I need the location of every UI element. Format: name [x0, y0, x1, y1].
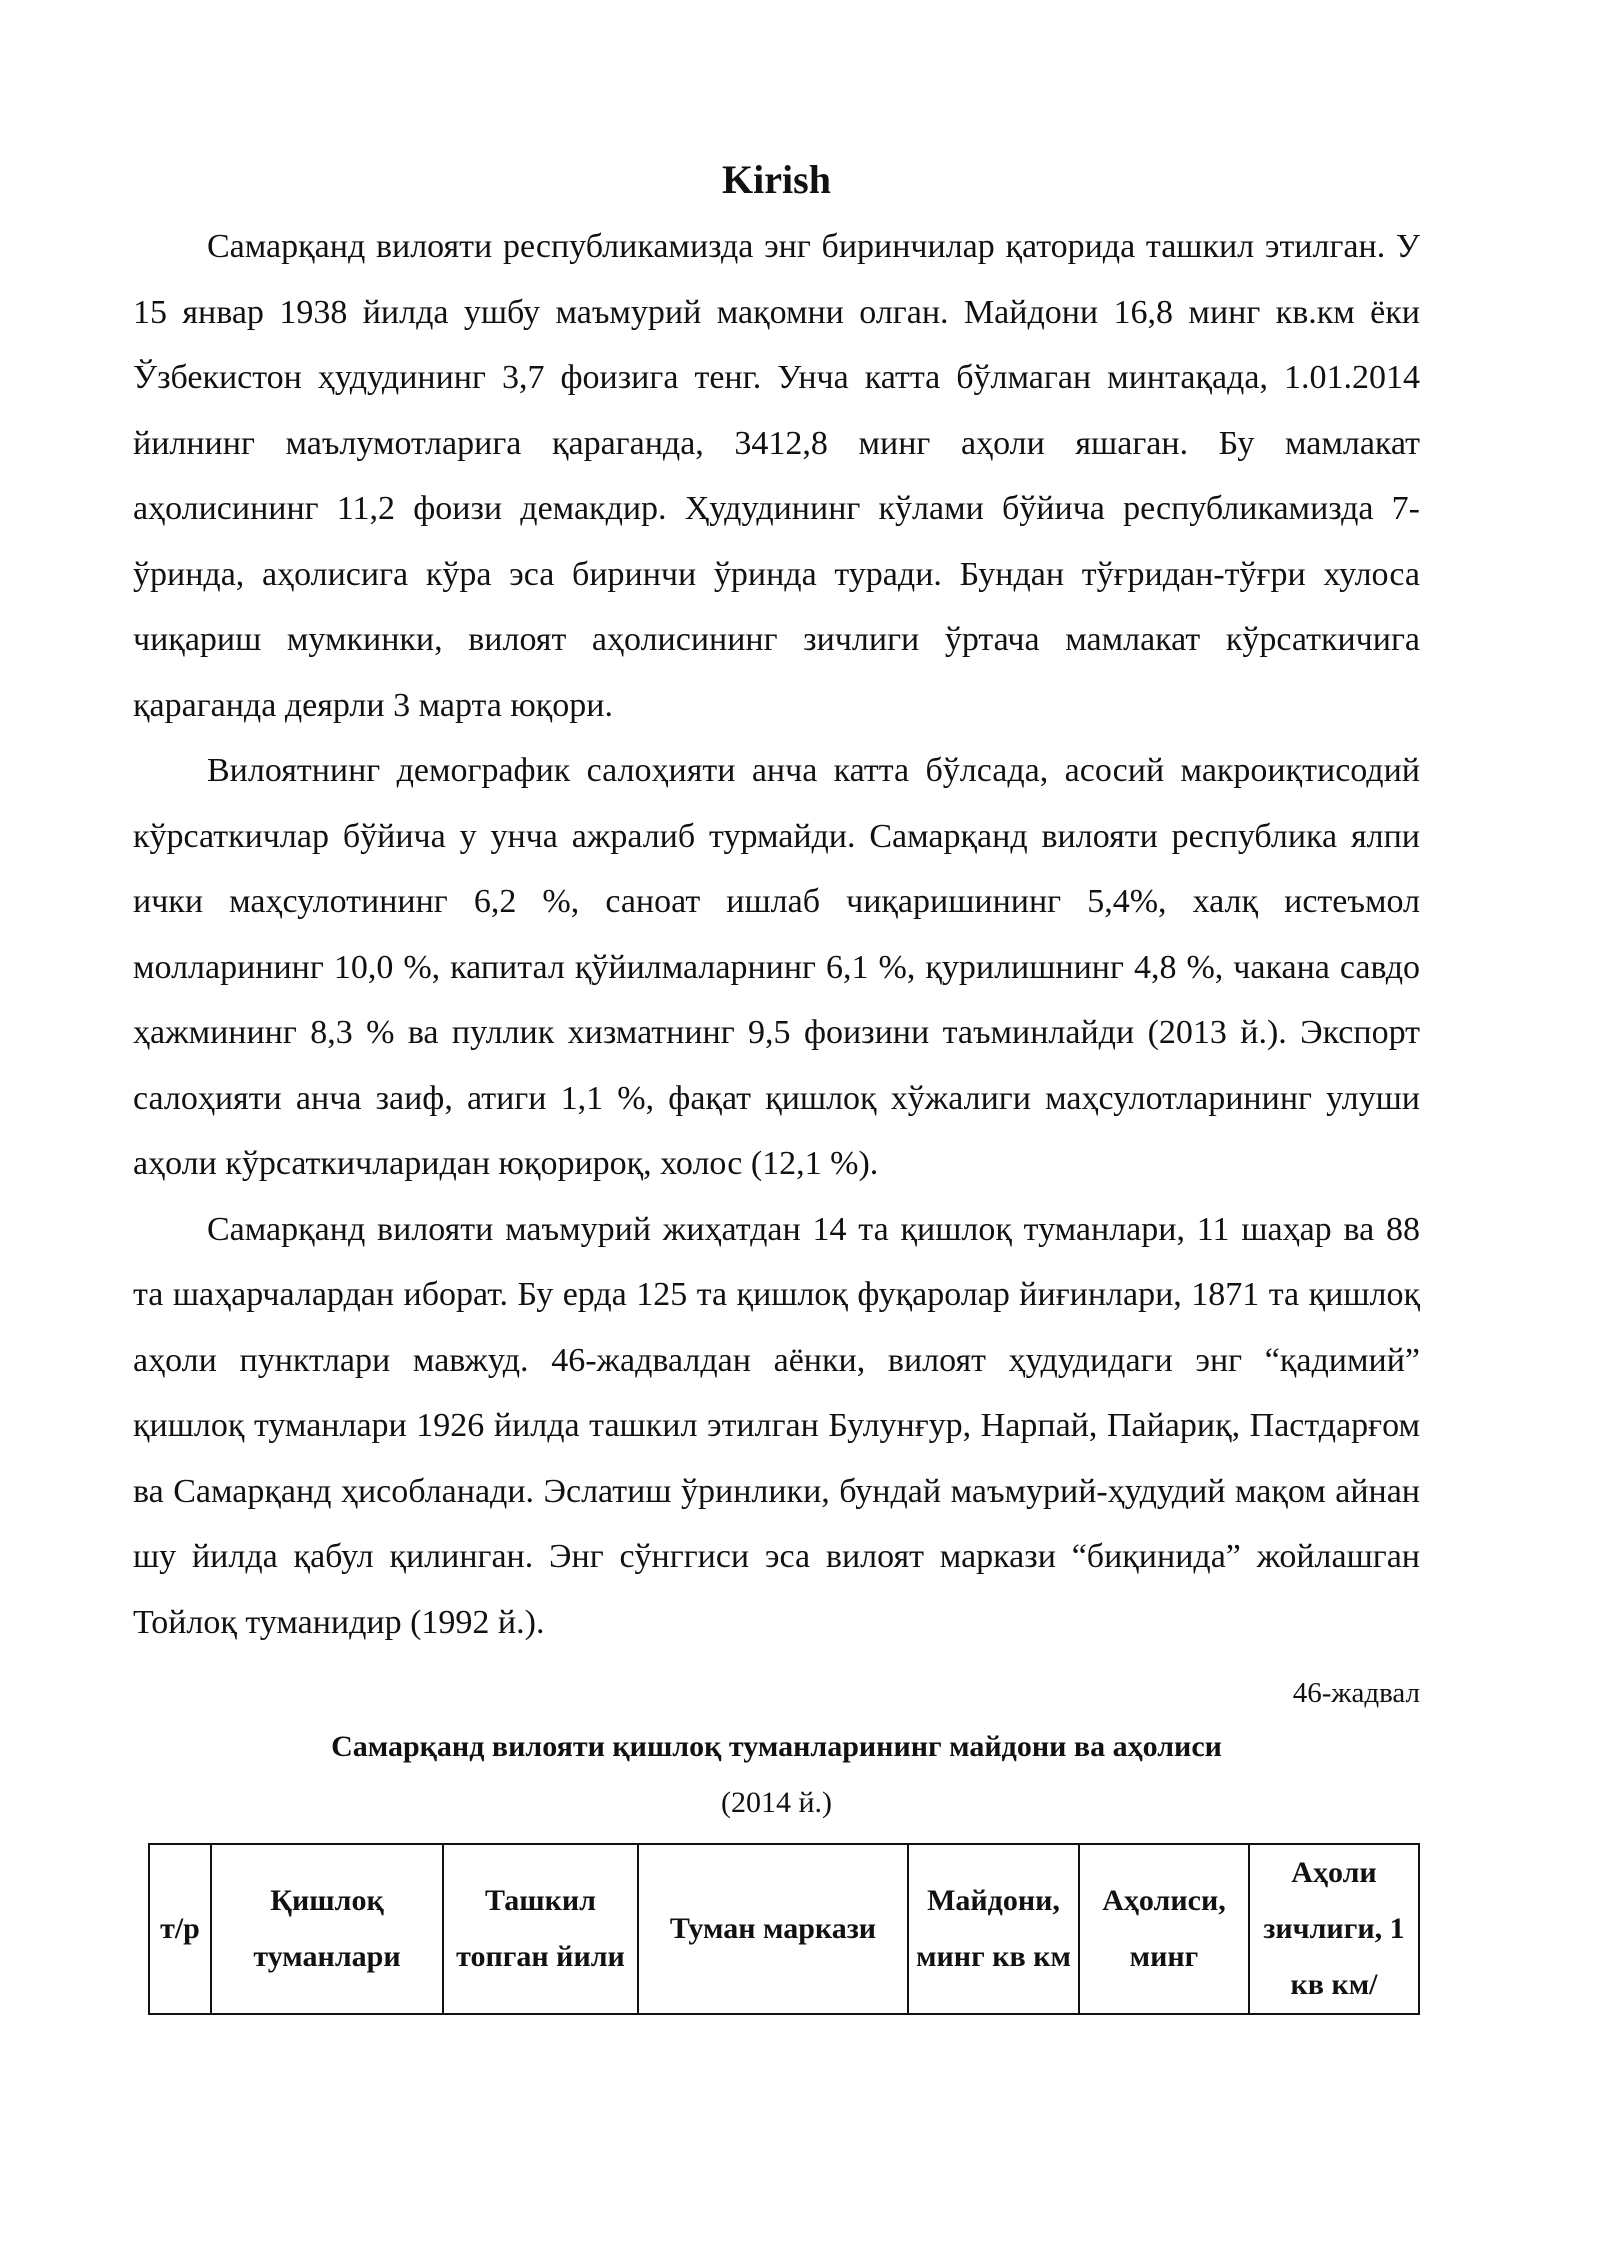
table-title: Самарқанд вилояти қишлоқ туманларининг майдони ва аҳолиси — [331, 1730, 1222, 1763]
header-index: т/р — [149, 1844, 211, 2014]
table-year: (2014 й.) — [720, 1786, 833, 1819]
table-number: 46-жадвал — [1292, 1677, 1420, 1709]
paragraph-3: Самарқанд вилояти маъмурий жиҳатдан 14 та қишлоқ туманлари, 11 шаҳар ва 88 та шаҳарчалардан иборат. Бу ерда 125 та қишлоқ фуқаролар йиғинлари, 1871 та қишлоқ аҳоли пунктлари мавжуд. 46-жадвалдан аёнки, вилоят ҳудудидаги энг “қадимий” қишлоқ туманлари 1926 йилда ташкил этилган Булунғур, Нарпай, Пайариқ, Пастдарғом ва Самарқанд ҳисобланади. Эслатиш ўринлики, бундай маъмурий-ҳудудий мақом айнан шу йилда қабул қилинган. Энг сўнггиси эса вилоят маркази “биқинида” жойлашган Тойлоқ туманидир (1992 й.). — [133, 1210, 1420, 1641]
header-founded-year: Ташкил топган йили — [443, 1844, 638, 2014]
header-district-center: Туман маркази — [638, 1844, 908, 2014]
paragraph-2: Вилоятнинг демографик салоҳияти анча катта бўлсада, асосий макроиқтисодий кўрсаткичлар бўйича у унча ажралиб турмайди. Самарқанд вилояти республика ялпи ички маҳсулотининг 6,2 %, саноат ишлаб чиқаришининг 5,4%, халқ истеъмол молларининг 10,0 %, капитал қўйилмаларнинг 6,1 %, қурилишнинг 4,8 %, чакана савдо ҳажмининг 8,3 % ва пуллик хизматнинг 9,5 фоизини таъминлайди (2013 й.). Экспорт салоҳияти анча заиф, атиги 1,1 %, фақат қишлоқ хўжалиги маҳсулотларининг улуши аҳоли кўрсаткичларидан юқорироқ, холос (12,1 %). — [133, 752, 1420, 1182]
header-districts: Қишлоқ туманлари — [211, 1844, 443, 2014]
header-density: Аҳоли зичлиги, 1 кв км/ — [1249, 1844, 1419, 2014]
document-page — [133, 150, 1420, 2015]
page-title: Kirish — [722, 157, 831, 202]
header-area: Майдони, минг кв км — [908, 1844, 1079, 2014]
table-header-row — [149, 1844, 1419, 2014]
paragraph-1: Самарқанд вилояти республикамизда энг биринчилар қаторида ташкил этилган. У 15 январ 1938 йилда ушбу маъмурий мақомни олган. Майдони 16,8 минг кв.км ёки Ўзбекистон ҳудудининг 3,7 фоизига тенг. Унча катта бўлмаган минтақада, 1.01.2014 йилнинг маълумотларига қараганда, 3412,8 минг аҳоли яшаган. Бу мамлакат аҳолисининг 11,2 фоизи демакдир. Ҳудудининг кўлами бўйича республикамизда 7-ўринда, аҳолисига кўра эса биринчи ўринда туради. Бундан тўғридан-тўғри хулоса чиқариш мумкинки, вилоят аҳолисининг зичлиги ўртача мамлакат кўрсаткичига қараганда деярли 3 марта юқори. — [133, 228, 1420, 724]
header-population: Аҳолиси, минг — [1079, 1844, 1249, 2014]
districts-table — [148, 1843, 1420, 2015]
